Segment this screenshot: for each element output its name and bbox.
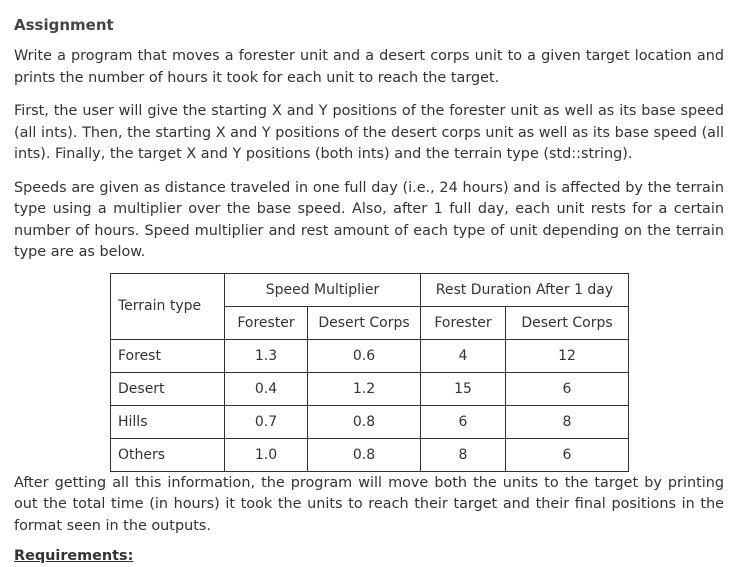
requirements-heading: Requirements: [14, 548, 134, 564]
rest-duration-header: Rest Duration After 1 day [421, 273, 629, 306]
terrain-cell: Others [111, 438, 225, 471]
rest-desert-cell: 6 [506, 438, 629, 471]
table-header-row [111, 273, 629, 306]
rest-desert-cell: 12 [506, 339, 629, 372]
speed-paragraph: Speeds are given as distance traveled in one full day (i.e., 24 hours) and is affected by the terrain type using a multiplier over the base speed. Also, after 1 full day, each unit rests for a certain number of hours. Speed multiplier and rest amount of each type of unit depending on the terrain type are as below. [14, 179, 724, 260]
rest-forester-header: Forester [421, 306, 506, 339]
terrain-cell: Forest [111, 339, 225, 372]
terrain-cell: Desert [111, 372, 225, 405]
intro-paragraph: Write a program that moves a forester unit and a desert corps unit to a given target location and prints the number of hours it took for each unit to reach the target. [14, 48, 724, 86]
table-row [111, 339, 629, 372]
speed-desert-cell: 0.8 [308, 438, 421, 471]
output-paragraph: After getting all this information, the program will move both the units to the target by printing out the total time (in hours) it took the units to reach their target and their final positions in the format seen in the outputs. [14, 474, 724, 534]
rest-forester-cell: 6 [421, 405, 506, 438]
assignment-heading: Assignment [14, 16, 114, 34]
rest-forester-cell: 4 [421, 339, 506, 372]
table-row [111, 438, 629, 471]
input-paragraph: First, the user will give the starting X and Y positions of the forester unit as well as its base speed (all ints). Then, the starting X and Y positions of the desert corps unit as well as its base speed (all ints). Finally, the target X and Y positions (both ints) and the terrain type (std::string). [14, 103, 724, 162]
speed-forester-cell: 0.7 [225, 405, 308, 438]
speed-desert-cell: 0.6 [308, 339, 421, 372]
rest-forester-cell: 15 [421, 372, 506, 405]
table-row [111, 372, 629, 405]
speed-forester-cell: 0.4 [225, 372, 308, 405]
rest-forester-cell: 8 [421, 438, 506, 471]
speed-forester-cell: 1.0 [225, 438, 308, 471]
rest-desert-header: Desert Corps [506, 306, 629, 339]
rest-desert-cell: 8 [506, 405, 629, 438]
assignment-content [14, 0, 724, 567]
rest-desert-cell: 6 [506, 372, 629, 405]
speed-forester-cell: 1.3 [225, 339, 308, 372]
speed-multiplier-header: Speed Multiplier [225, 273, 421, 306]
terrain-type-header: Terrain type [111, 273, 225, 339]
speed-desert-cell: 0.8 [308, 405, 421, 438]
speed-desert-header: Desert Corps [308, 306, 421, 339]
speed-forester-header: Forester [225, 306, 308, 339]
table-row [111, 405, 629, 438]
terrain-table [110, 273, 629, 472]
terrain-cell: Hills [111, 405, 225, 438]
speed-desert-cell: 1.2 [308, 372, 421, 405]
